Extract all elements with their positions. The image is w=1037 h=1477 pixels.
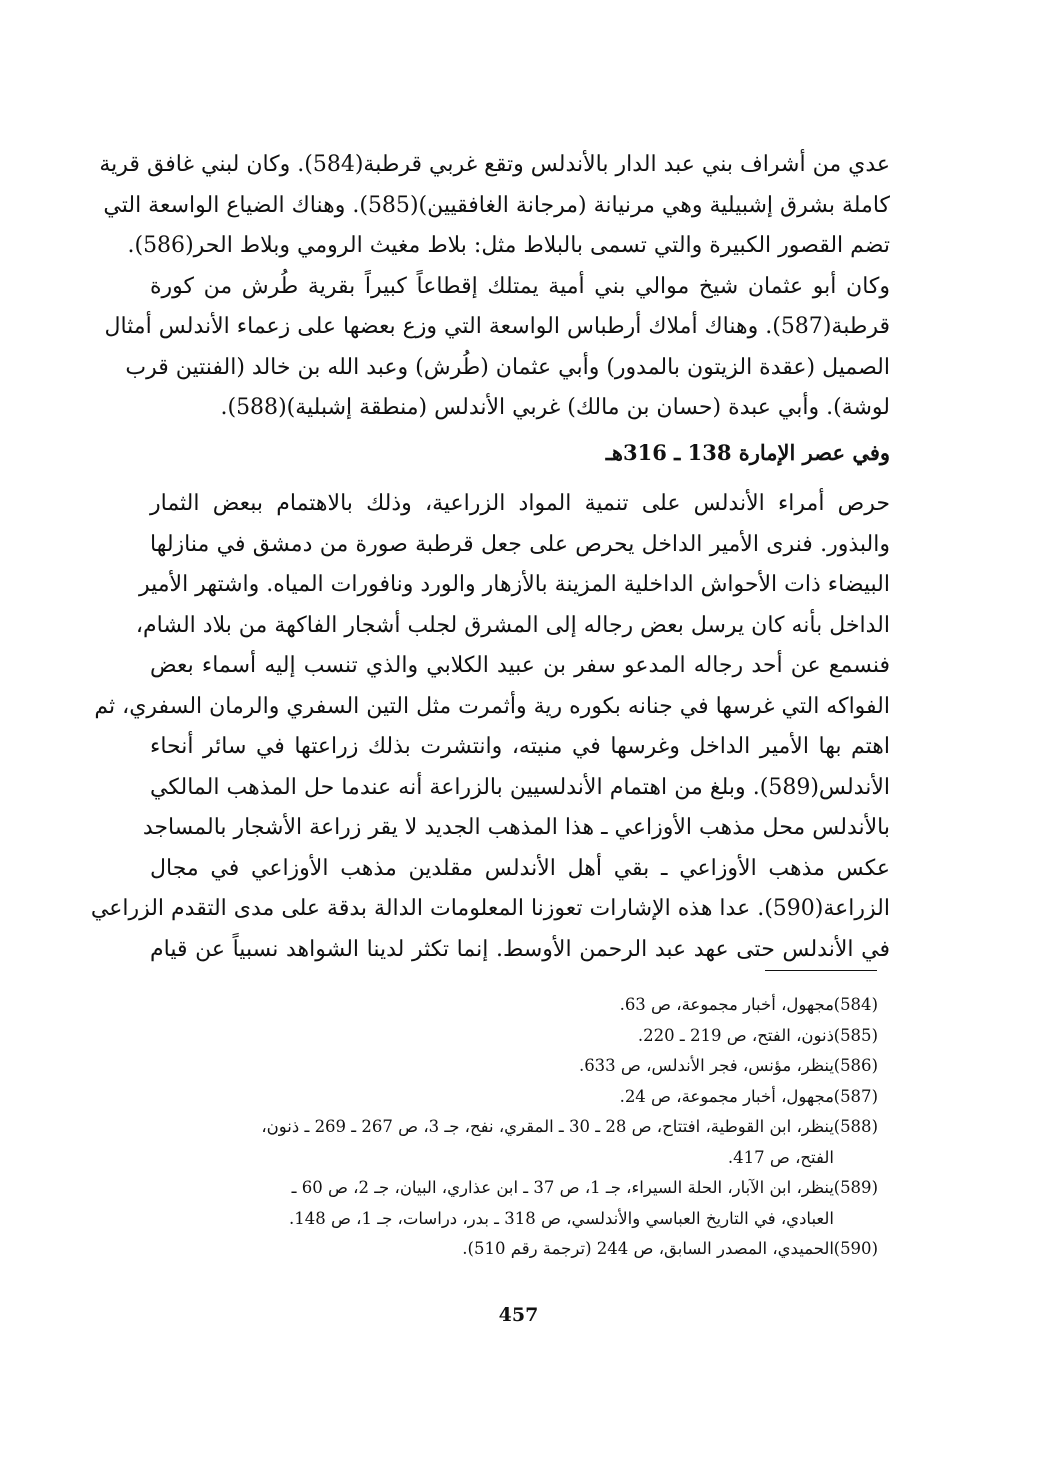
- paragraph-1-line: لوشة). وأبي عبدة (حسان بن مالك) غربي الأندلس (منطقة إشبلية)(588).: [220, 395, 890, 420]
- paragraph-2-line: الفواكه التي غرسها في جنانه بكوره رية وأثمرت مثل التين السفري والرمان السفري، ثم: [94, 693, 890, 719]
- footnote-number: (584): [833, 995, 878, 1014]
- footnote-text: ينظر، ابن الآبار، الحلة السيراء، جـ 1، ص 37 ـ ابن عذاري، البيان، جـ 2، ص 60 ـ: [291, 1178, 834, 1197]
- footnote: [150, 1051, 878, 1082]
- paragraph-1-line: كاملة بشرق إشبيلية وهي مرنيانة (مرجانة الغافقيين)(585). وهناك الضياع الواسعة التي: [103, 192, 890, 218]
- paragraph-2-line: اهتم بها الأمير الداخل وغرسها في منيته، وانتشرت بذلك زراعتها في سائر أنحاء: [150, 734, 890, 759]
- paragraph-2-line: البيضاء ذات الأحواش الداخلية المزينة بالأزهار والورد ونافورات المياه. واشتهر الأمير: [138, 572, 890, 597]
- paragraph-1-line: قرطبة(587). وهناك أملاك أرطباس الواسعة التي وزع بعضها على زعماء الأندلس أمثال: [104, 314, 890, 339]
- footnote-text: ينظر، ابن القوطية، افتتاح، ص 28 ـ 30 ـ المقري، نفح، جـ 3، ص 267 ـ 269 ـ ذنون،: [261, 1117, 834, 1136]
- paragraph-2-line: والبذور. فنرى الأمير الداخل يحرص على جعل قرطبة صورة من دمشق في منازلها: [150, 531, 890, 557]
- paragraph-2-line: الداخل بأنه كان يرسل بعض رجاله إلى المشرق لجلب أشجار الفاكهة من بلاد الشام،: [135, 612, 890, 638]
- paragraph-2-line: الأندلس(589). وبلغ من اهتمام الأندلسيين بالزراعة أنه عندما حل المذهب المالكي: [150, 774, 890, 800]
- paragraph-1-line: تضم القصور الكبيرة والتي تسمى بالبلاط مثل: بلاط مغيث الرومي وبلاط الحر(586).: [127, 233, 890, 258]
- paragraph-2-line: فنسمع عن أحد رجاله المدعو سفر بن عبيد الكلابي والذي تنسب إليه أسماء بعض: [150, 653, 890, 678]
- paragraph-2-line: عكس مذهب الأوزاعي ـ بقي أهل الأندلس مقلدين مذهب الأوزاعي في مجال: [150, 855, 890, 881]
- footnote-text: الحميدي، المصدر السابق، ص 244 (ترجمة رقم 510).: [462, 1239, 834, 1258]
- paragraph-2: [90, 484, 890, 970]
- footnote-separator: [765, 970, 877, 971]
- footnote-number: (587): [833, 1086, 878, 1106]
- paragraph-2-line: بالأندلس محل مذهب الأوزاعي ـ هذا المذهب الجديد لا يقر زراعة الأشجار بالمساجد: [142, 815, 890, 840]
- footnote-number: (590): [833, 1239, 878, 1258]
- footnote-text: مجهول، أخبار مجموعة، ص 24.: [619, 1086, 834, 1106]
- footnote-text: ينظر، مؤنس، فجر الأندلس، ص 633.: [578, 1056, 834, 1075]
- footnote-text-continued: الفتح، ص 417.: [727, 1147, 834, 1167]
- footnote: [150, 990, 878, 1021]
- footnote-number: (589): [833, 1178, 878, 1197]
- page-number: 457: [498, 1304, 539, 1326]
- footnote: [150, 1173, 878, 1234]
- footnote-text-continued: العبادي، في التاريخ العباسي والأندلسي، ص 318 ـ بدر، دراسات، جـ 1، ص 148.: [288, 1208, 834, 1228]
- paragraph-1-line: وكان أبو عثمان شيخ موالي بني أمية يمتلك إقطاعاً كبيراً بقرية طُرش من كورة: [150, 273, 890, 299]
- section-heading: وفي عصر الإمارة 138 ـ 316هـ: [605, 440, 890, 465]
- paragraph-2-line: الزراعة(590). عدا هذه الإشارات تعوزنا المعلومات الدالة بدقة على مدى التقدم الزراعي: [90, 896, 890, 921]
- footnotes-list: [150, 990, 878, 1265]
- paragraph-1: [99, 145, 890, 429]
- footnote: [150, 1082, 878, 1113]
- footnote-number: (585): [833, 1025, 878, 1045]
- footnote-number: (588): [833, 1117, 878, 1136]
- paragraph-2-line: حرص أمراء الأندلس على تنمية المواد الزراعية، وذلك بالاهتمام ببعض الثمار: [150, 491, 890, 516]
- footnote: [150, 1234, 878, 1265]
- footnote-text: مجهول، أخبار مجموعة، ص 63.: [619, 995, 834, 1014]
- footnote-text: ذنون، الفتح، ص 219 ـ 220.: [637, 1025, 834, 1045]
- paragraph-2-line: في الأندلس حتى عهد عبد الرحمن الأوسط. إنما تكثر لدينا الشواهد نسبياً عن قيام: [150, 936, 890, 962]
- footnote: [150, 1021, 878, 1052]
- footnote: [150, 1112, 878, 1173]
- footnote-number: (586): [833, 1056, 878, 1075]
- paragraph-1-line: عدي من أشراف بني عبد الدار بالأندلس وتقع غربي قرطبة(584). وكان لبني غافق قرية: [99, 152, 890, 177]
- paragraph-1-line: الصميل (عقدة الزيتون بالمدور) وأبي عثمان (طُرش) وعبد الله بن خالد (الفنتين قرب: [125, 354, 890, 380]
